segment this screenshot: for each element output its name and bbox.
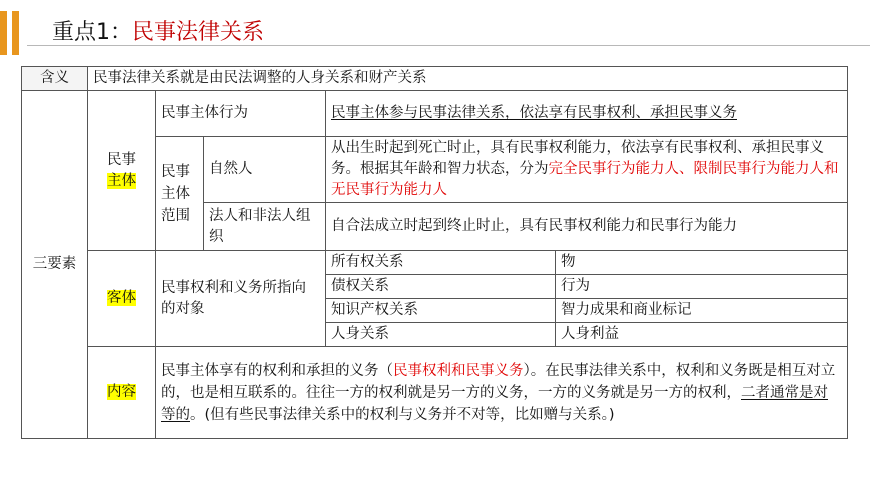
- accent-bar-right: [12, 11, 19, 55]
- content-label: 内容: [107, 384, 136, 400]
- natural-person-text-a: 从出生时起到死亡时止，具有民事权利能力，依法享有民事权利、承担民事义务。根据其年龄和智力状态，分为: [331, 140, 824, 177]
- content-text-underline: 二者通常是对等的: [161, 384, 828, 423]
- object-label-cell: [88, 251, 156, 347]
- subject-behavior-row: [22, 91, 848, 137]
- content-row: [22, 347, 848, 439]
- object-value: 行为: [556, 275, 848, 299]
- subject-scope-label: 民事 主体 范围: [156, 137, 204, 251]
- object-row: [22, 251, 848, 275]
- object-value: 智力成果和商业标记: [556, 299, 848, 323]
- subject-label: [88, 91, 156, 251]
- definition-row: [22, 67, 848, 91]
- natural-person-label: 自然人: [204, 137, 326, 203]
- legal-person-label: 法人和非法人组织: [204, 203, 326, 251]
- accent-bar-left: [0, 11, 7, 55]
- content-text-a: 民事主体享有的权利和承担的义务（: [161, 362, 393, 379]
- content-text-b: ）。在民事法律关系中，权利和义务既是相互对立的，也是相互联系的。往往一方的权利就是另一方的义务，一方的义务就是另一方的权利，: [161, 362, 836, 401]
- object-description: 民事权利和义务所指向的对象: [156, 251, 326, 347]
- civil-relation-table: [21, 66, 848, 439]
- three-elements-label: 三要素: [22, 91, 88, 439]
- legal-person-text: 自合法成立时起到终止时止，具有民事权利能力和民事行为能力: [326, 203, 848, 251]
- object-label: 客体: [107, 290, 136, 306]
- title-main: 民事法律关系: [132, 20, 265, 45]
- subject-label-a: 民事: [107, 151, 136, 168]
- natural-person-text-red: 完全民事行为能力人、限制民事行为能力人和无民事行为能力人: [331, 161, 839, 198]
- natural-person-text: [326, 137, 848, 203]
- definition-text: 民事法律关系就是由民法调整的人身关系和财产关系: [88, 67, 848, 91]
- object-relation: 债权关系: [326, 275, 556, 299]
- object-value: 物: [556, 251, 848, 275]
- subject-behavior-text: 民事主体参与民事法律关系，依法享有民事权利、承担民事义务: [326, 91, 848, 137]
- title-divider: [27, 45, 870, 46]
- object-value: 人身利益: [556, 323, 848, 347]
- content-text: [156, 347, 848, 439]
- content-label-cell: [88, 347, 156, 439]
- content-text-red: 民事权利和民事义务: [393, 362, 524, 379]
- object-relation: 人身关系: [326, 323, 556, 347]
- object-relation: 知识产权关系: [326, 299, 556, 323]
- content-text-c: 。(但有些民事法律关系中的权利与义务并不对等，比如赠与关系。): [190, 406, 615, 423]
- subject-label-b: 主体: [107, 172, 136, 189]
- title-prefix: 重点1：: [52, 20, 132, 45]
- subject-behavior-label: 民事主体行为: [156, 91, 326, 137]
- page-title: [52, 18, 264, 48]
- definition-label: 含义: [22, 67, 88, 91]
- object-relation: 所有权关系: [326, 251, 556, 275]
